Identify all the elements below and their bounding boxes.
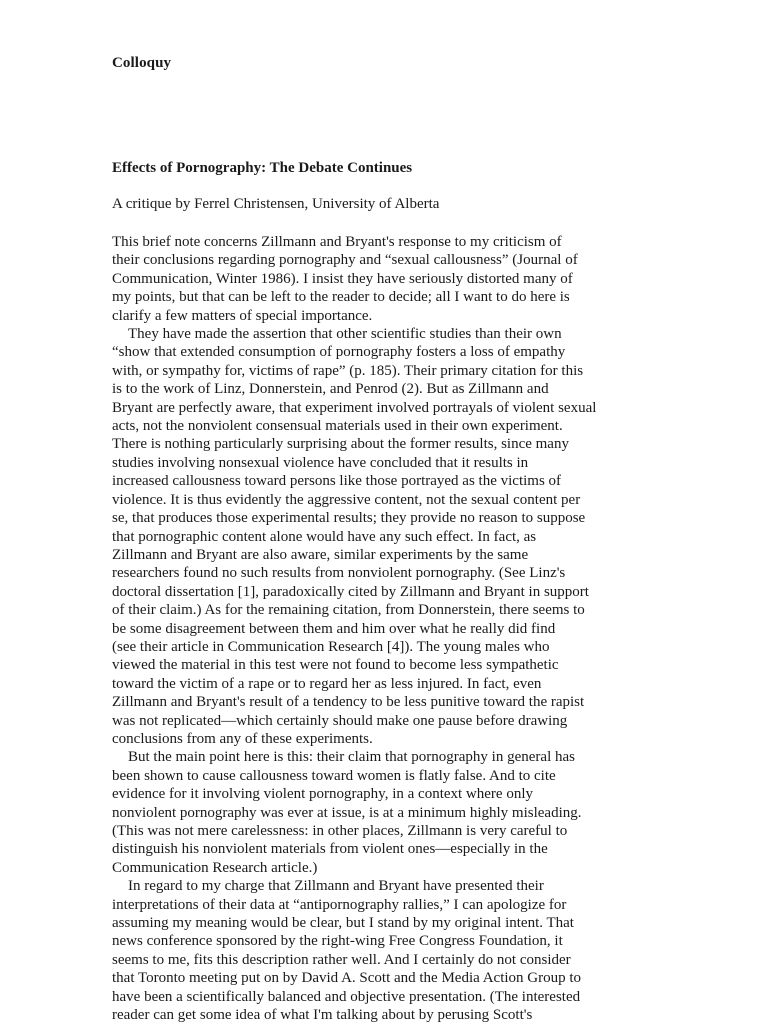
body-line: that Toronto meeting put on by David A. Scott and the Media Action Group to: [112, 970, 582, 987]
body-line: been shown to cause callousness toward women is flatly false. And to cite: [112, 767, 556, 784]
body-line: evidence for it involving violent pornography, in a context where only: [112, 786, 533, 803]
body-line: researchers found no such results from nonviolent pornography. (See Linz's: [112, 565, 566, 582]
body-line: was not replicated—which certainly should make one pause before drawing: [112, 712, 568, 729]
body-line: “show that extended consumption of pornography fosters a loss of empathy: [112, 344, 566, 361]
article-body: [112, 233, 657, 1024]
body-line: increased callousness toward persons like those portrayed as the victims of: [112, 473, 562, 490]
body-line: studies involving nonsexual violence have concluded that it results in: [112, 454, 529, 471]
body-line: This brief note concerns Zillmann and Bryant's response to my criticism of: [112, 234, 562, 250]
body-line: toward the victim of a rape or to regard her as less injured. In fact, even: [112, 675, 542, 692]
body-line: viewed the material in this test were not found to become less sympathetic: [112, 657, 559, 674]
body-line: news conference sponsored by the right-wing Free Congress Foundation, it: [112, 933, 563, 950]
body-line: Bryant are perfectly aware, that experiment involved portrayals of violent sexual: [112, 399, 597, 416]
body-line: violence. It is thus evidently the aggressive content, not the sexual content per: [112, 491, 581, 508]
body-line: clarify a few matters of special importance.: [112, 307, 373, 324]
body-line: se, that produces those experimental results; they provide no reason to suppose: [112, 510, 586, 527]
article-title: Effects of Pornography: The Debate Continues: [112, 160, 413, 176]
body-line: (see their article in Communication Research [4]). The young males who: [112, 638, 550, 655]
body-line: is to the work of Linz, Donnerstein, and Penrod (2). But as Zillmann and: [112, 381, 549, 398]
body-line: They have made the assertion that other scientific studies than their own: [128, 326, 562, 343]
body-line: have been a scientifically balanced and objective presentation. (The interested: [112, 988, 581, 1005]
section-heading: Colloquy: [112, 55, 172, 71]
article-byline: A critique by Ferrel Christensen, University of Alberta: [112, 196, 440, 212]
body-line: Communication, Winter 1986). I insist they have seriously distorted many of: [112, 270, 573, 287]
body-line: conclusions from any of these experiments.: [112, 730, 373, 747]
body-line: that pornographic content alone would have any such effect. In fact, as: [112, 528, 537, 545]
body-line: doctoral dissertation [1], paradoxically cited by Zillmann and Bryant in support: [112, 583, 589, 600]
body-line: acts, not the nonviolent consensual materials used in their own experiment.: [112, 418, 563, 435]
body-line: my points, but that can be left to the reader to decide; all I want to do here is: [112, 289, 570, 306]
body-line: distinguish his nonviolent materials from violent ones—especially in the: [112, 841, 548, 858]
body-line: reader can get some idea of what I'm talking about by perusing Scott's: [112, 1007, 533, 1024]
body-line: Zillmann and Bryant's result of a tendency to be less punitive toward the rapist: [112, 694, 585, 711]
body-line: But the main point here is this: their claim that pornography in general has: [128, 749, 575, 766]
body-line: assuming my meaning would be clear, but I stand by my original intent. That: [112, 915, 574, 932]
body-line: (This was not mere carelessness: in other places, Zillmann is very careful to: [112, 823, 568, 839]
body-line: There is nothing particularly surprising about the former results, since many: [112, 436, 569, 453]
body-line: interpretations of their data at “antipornography rallies,” I can apologize for: [112, 896, 567, 913]
body-line: seems to me, fits this description rather well. And I certainly do not consider: [112, 951, 571, 968]
body-line: In regard to my charge that Zillmann and Bryant have presented their: [128, 878, 544, 895]
body-line: be some disagreement between them and him over what he really did find: [112, 620, 556, 637]
body-line: Zillmann and Bryant are also aware, similar experiments by the same: [112, 546, 529, 563]
body-line: of their claim.) As for the remaining citation, from Donnerstein, there seems to: [112, 602, 585, 619]
body-line: their conclusions regarding pornography and “sexual callousness” (Journal of: [112, 252, 578, 269]
body-line: nonviolent pornography was ever at issue, is at a minimum highly misleading.: [112, 804, 582, 821]
body-line: Communication Research article.): [112, 859, 318, 876]
body-line: with, or sympathy for, victims of rape” (p. 185). Their primary citation for this: [112, 362, 584, 379]
